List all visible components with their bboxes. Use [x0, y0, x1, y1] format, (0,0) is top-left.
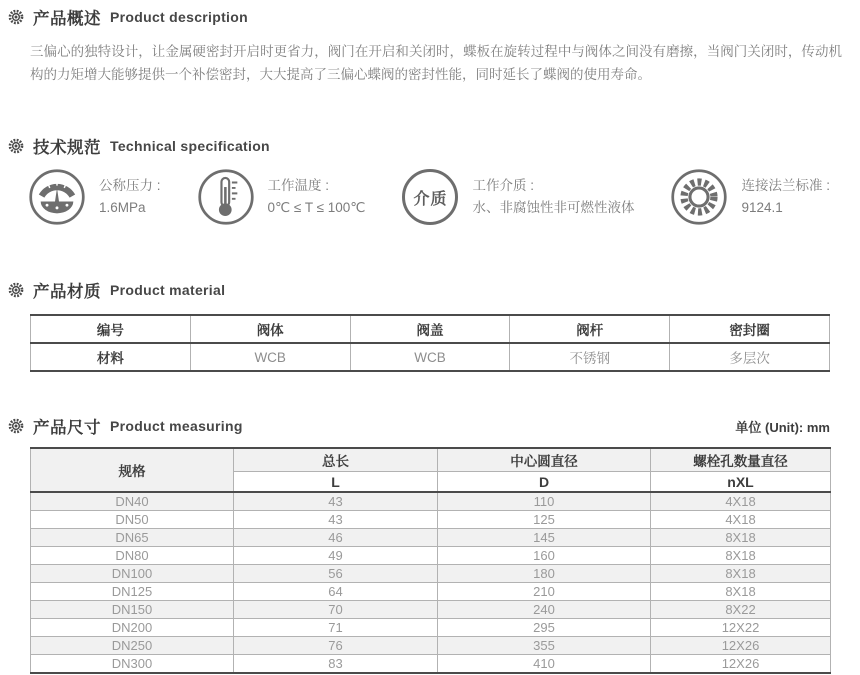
- pressure-value: 1.6MPa: [99, 200, 146, 215]
- measuring-spec-cell: DN100: [31, 565, 234, 583]
- measuring-table-row: [31, 583, 831, 601]
- measuring-table-row: [31, 655, 831, 674]
- material-cell: 不锈钢: [510, 343, 670, 371]
- measuring-nXL-cell: 8X18: [651, 583, 831, 601]
- spec-item-flange: [670, 168, 830, 226]
- measuring-spec-cell: DN80: [31, 547, 234, 565]
- measuring-spec-cell: DN150: [31, 601, 234, 619]
- tech-spec-section-header: [8, 136, 860, 156]
- measuring-nXL-cell: 12X22: [651, 619, 831, 637]
- measuring-nXL-cell: 12X26: [651, 655, 831, 674]
- measuring-L-cell: 43: [234, 511, 438, 529]
- measuring-nXL-cell: 4X18: [651, 511, 831, 529]
- measuring-title-zh: 产品尺寸: [33, 419, 101, 437]
- spec-item-temperature: [197, 168, 366, 226]
- measuring-table: [30, 447, 831, 674]
- material-header-cell: 编号: [31, 315, 191, 343]
- overview-section-header: [8, 7, 860, 27]
- measuring-nXL-cell: 8X18: [651, 547, 831, 565]
- overview-title-zh: 产品概述: [33, 10, 101, 28]
- measuring-D-cell: 410: [438, 655, 651, 674]
- section-material: [8, 280, 860, 372]
- gear-bullet-icon: [8, 138, 24, 154]
- measuring-table-row: [31, 511, 831, 529]
- product-description-text: 三偏心的独特设计，让金属硬密封开启时更省力，阀门在开启和关闭时，蝶板在旋转过程中与阀体之间没有磨擦，当阀门关闭时，传动机构的力矩增大能够提供一个补偿密封，大大提高了三偏心蝶阀的密封性能，同时延长了蝶阀的使用寿命。: [30, 44, 842, 82]
- material-header-cell: 密封圈: [670, 315, 830, 343]
- measuring-spec-cell: DN125: [31, 583, 234, 601]
- measuring-L-cell: 56: [234, 565, 438, 583]
- measuring-spec-cell: DN250: [31, 637, 234, 655]
- measuring-group-header: 总长: [234, 448, 438, 472]
- measuring-L-cell: 46: [234, 529, 438, 547]
- material-header-cell: 阀杆: [510, 315, 670, 343]
- medium-badge-icon: [401, 168, 459, 226]
- medium-value: 水、非腐蚀性非可燃性液体: [472, 200, 635, 215]
- measuring-spec-cell: DN50: [31, 511, 234, 529]
- temperature-label: 工作温度 :: [267, 178, 330, 193]
- medium-label: 工作介质 :: [472, 178, 534, 193]
- measuring-table-body: [31, 492, 831, 673]
- measuring-L-cell: 70: [234, 601, 438, 619]
- measuring-L-cell: 71: [234, 619, 438, 637]
- material-header-cell: 阀体: [190, 315, 350, 343]
- measuring-D-cell: 295: [438, 619, 651, 637]
- measuring-table-row: [31, 529, 831, 547]
- measuring-L-cell: 83: [234, 655, 438, 674]
- measuring-D-cell: 125: [438, 511, 651, 529]
- material-cell: WCB: [190, 343, 350, 371]
- flange-value: 9124.1: [741, 200, 783, 215]
- material-table: [30, 314, 830, 372]
- material-header-row: [31, 315, 830, 343]
- measuring-group-header: 螺栓孔数量直径: [651, 448, 831, 472]
- measuring-L-cell: 64: [234, 583, 438, 601]
- measuring-section-header: [8, 416, 860, 436]
- material-title-en: Product material: [110, 282, 226, 298]
- measuring-nXL-cell: 8X18: [651, 565, 831, 583]
- temperature-value: 0℃ ≤ T ≤ 100℃: [267, 200, 366, 215]
- measuring-spec-cell: DN200: [31, 619, 234, 637]
- spec-item-medium: [401, 168, 634, 226]
- medium-badge-text: 介质: [402, 169, 458, 225]
- section-measuring: [8, 416, 860, 674]
- material-data-row: [31, 343, 830, 371]
- measuring-group-header: 中心圆直径: [438, 448, 651, 472]
- measuring-D-cell: 145: [438, 529, 651, 547]
- measuring-sub-header: L: [234, 472, 438, 493]
- measuring-sub-header: D: [438, 472, 651, 493]
- measuring-title-en: Product measuring: [110, 418, 243, 434]
- measuring-D-cell: 355: [438, 637, 651, 655]
- measuring-spec-cell: DN40: [31, 492, 234, 511]
- gear-bullet-icon: [8, 9, 24, 25]
- measuring-table-row: [31, 492, 831, 511]
- pressure-label: 公称压力 :: [99, 178, 161, 193]
- measuring-L-cell: 76: [234, 637, 438, 655]
- measuring-D-cell: 180: [438, 565, 651, 583]
- material-title-zh: 产品材质: [33, 283, 101, 301]
- gear-bullet-icon: [8, 282, 24, 298]
- pressure-gauge-icon: [28, 168, 86, 226]
- thermometer-icon: [197, 168, 255, 226]
- spec-item-pressure: [28, 168, 161, 226]
- measuring-nXL-cell: 4X18: [651, 492, 831, 511]
- spec-items-row: [28, 168, 830, 226]
- flange-label: 连接法兰标准 :: [741, 178, 830, 193]
- measuring-nXL-cell: 12X26: [651, 637, 831, 655]
- measuring-nXL-cell: 8X22: [651, 601, 831, 619]
- measuring-D-cell: 160: [438, 547, 651, 565]
- material-row-label: 材料: [31, 343, 191, 371]
- measuring-table-row: [31, 547, 831, 565]
- measuring-sub-header: nXL: [651, 472, 831, 493]
- material-header-cell: 阀盖: [350, 315, 510, 343]
- measuring-nXL-cell: 8X18: [651, 529, 831, 547]
- section-overview: [8, 7, 860, 86]
- section-tech-spec: [8, 136, 860, 226]
- overview-title-en: Product description: [110, 9, 248, 25]
- flange-gear-icon: [670, 168, 728, 226]
- gear-bullet-icon: [8, 418, 24, 434]
- measuring-D-cell: 210: [438, 583, 651, 601]
- measuring-group-header-row: [31, 448, 831, 472]
- measuring-spec-cell: DN65: [31, 529, 234, 547]
- measuring-table-row: [31, 637, 831, 655]
- measuring-table-row: [31, 601, 831, 619]
- measuring-spec-header: 规格: [31, 448, 234, 492]
- material-cell: WCB: [350, 343, 510, 371]
- unit-label: 单位 (Unit): mm: [735, 420, 830, 435]
- tech-spec-title-zh: 技术规范: [33, 139, 101, 157]
- measuring-L-cell: 43: [234, 492, 438, 511]
- material-cell: 多层次: [670, 343, 830, 371]
- measuring-table-row: [31, 619, 831, 637]
- measuring-D-cell: 240: [438, 601, 651, 619]
- measuring-D-cell: 110: [438, 492, 651, 511]
- measuring-spec-cell: DN300: [31, 655, 234, 674]
- material-section-header: [8, 280, 860, 300]
- tech-spec-title-en: Technical specification: [110, 138, 270, 154]
- measuring-L-cell: 49: [234, 547, 438, 565]
- measuring-table-row: [31, 565, 831, 583]
